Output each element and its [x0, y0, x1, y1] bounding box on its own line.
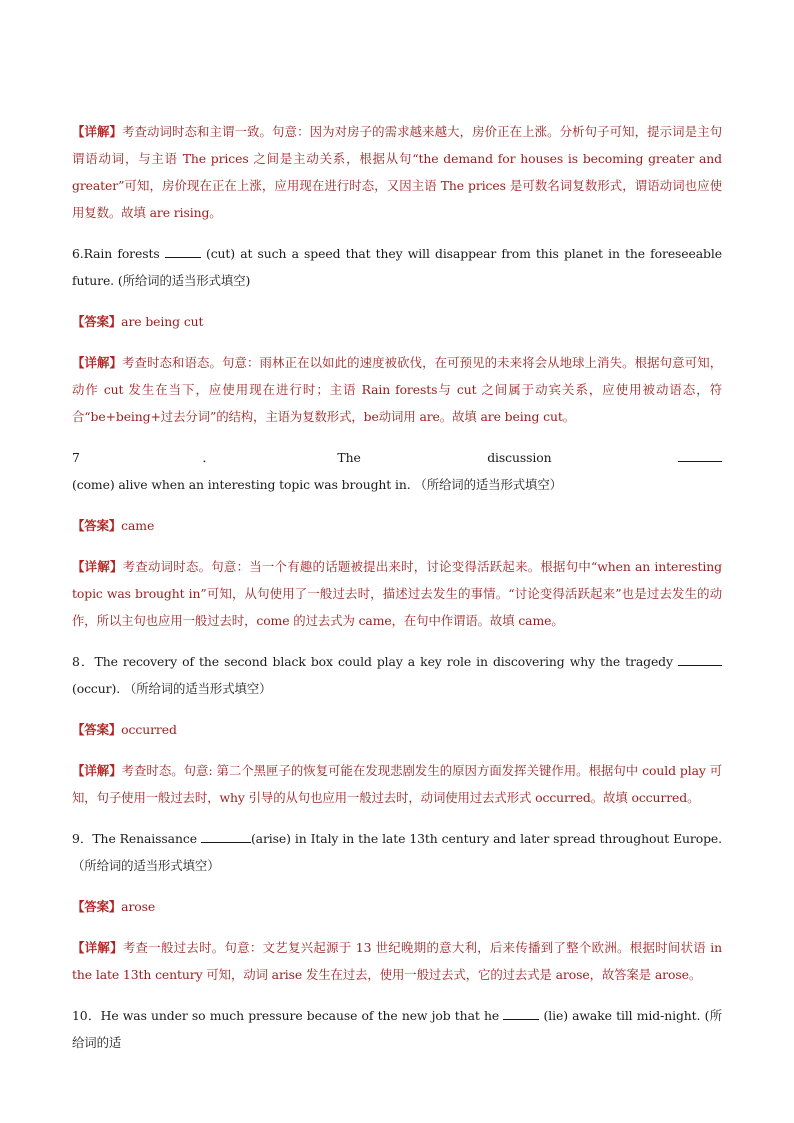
question-9 [72, 825, 722, 879]
question-8 [72, 648, 722, 702]
detail-tag: 【详解】 [72, 940, 123, 955]
answer-tag: 【答案】 [72, 722, 122, 737]
detail-tag: 【详解】 [72, 124, 123, 139]
detail-tag: 【详解】 [72, 559, 123, 574]
question-text-after: (come) alive when an interesting topic was brought in. （所给词的适当形式填空） [72, 477, 562, 492]
answer-text: arose [121, 899, 156, 914]
detail-text: 考查时态和语态。句意：雨林正在以如此的速度被砍伐，在可预见的未来将会从地球上消失。根据句意可知，动作 cut 发生在当下，应使用现在进行时；主语 Rain forests与 cut 之间属于动宾关系，应使用被动语态，符合“be+being+过去分词”的结构，主语为复数形式，be动词用 are。故填 are being cut。 [72, 355, 722, 424]
question-text-after: (arise) in Italy in the late 13th century and later spread throughout Europe. （所给词的适当形式填空） [72, 831, 723, 873]
detail-paragraph [72, 757, 722, 811]
detail-paragraph [72, 118, 722, 226]
answer-tag: 【答案】 [72, 314, 122, 329]
answer-blank [678, 652, 722, 666]
answer-tag: 【答案】 [72, 899, 122, 914]
detail-tag: 【详解】 [72, 355, 123, 370]
answer-paragraph [72, 512, 722, 539]
answer-paragraph [72, 716, 722, 743]
detail-text: 考查时态。句意: 第二个黑匣子的恢复可能在发现悲剧发生的原因方面发挥关键作用。根据句中 could play 可知，句子使用一般过去时，why 引导的从句也应用一般过去时，动词使用过去式形式 occurred。故填 occurred。 [72, 763, 722, 805]
detail-paragraph [72, 349, 722, 430]
document-page [72, 118, 722, 1070]
answer-paragraph [72, 893, 722, 920]
answer-text: occurred [121, 722, 177, 737]
question-text-after: (cut) at such a speed that they will disappear from this planet in the foreseeable future. (所给词的适当形式填空) [72, 246, 722, 288]
answer-paragraph [72, 308, 722, 335]
detail-text: 考查一般过去时。句意：文艺复兴起源于 13 世纪晚期的意大利，后来传播到了整个欧洲。根据时间状语 in the late 13th century 可知，动词 arise 发生在过去，使用一般过去式，它的过去式是 arose，故答案是 arose。 [72, 940, 722, 982]
question-6 [72, 240, 722, 294]
question-text-before: 6.Rain forests [72, 246, 165, 261]
question-text-after: (lie) awake till mid-night. (所给词的适 [72, 1008, 722, 1050]
answer-blank [503, 1006, 539, 1020]
detail-paragraph [72, 553, 722, 634]
answer-blank [201, 829, 251, 843]
detail-text: 考查动词时态。句意：当一个有趣的话题被提出来时，讨论变得活跃起来。根据句中“when an interesting topic was brought in”可知，从句使用了一般过去时，描述过去发生的事情。“讨论变得活跃起来”也是过去发生的动作，所以主句也应用一般过去时，come 的过去式为 came，在句中作谓语。故填 came。 [72, 559, 722, 628]
question-10 [72, 1002, 722, 1056]
answer-blank [165, 244, 201, 258]
answer-blank [678, 448, 722, 462]
detail-tag: 【详解】 [72, 763, 122, 778]
question-text-before: 8．The recovery of the second black box could play a key role in discovering why the tragedy [72, 654, 678, 669]
question-text-before: 10．He was under so much pressure because of the new job that he [72, 1008, 504, 1023]
answer-text: came [121, 518, 155, 533]
detail-text: 考查动词时态和主谓一致。句意：因为对房子的需求越来越大，房价正在上涨。分析句子可知，提示词是主句谓语动词，与主语 The prices 之间是主动关系，根据从句“the demand for houses is becoming greater and greater”可知，房价现在正在上涨，应用现在进行时态，又因主语 The prices 是可数名词复数形式，谓语动词也应使用复数。故填 are rising。 [72, 124, 722, 220]
detail-paragraph [72, 934, 722, 988]
question-text-before: 9．The Renaissance [72, 831, 201, 846]
question-text-before: 7．The discussion [72, 450, 678, 465]
question-7 [72, 444, 722, 498]
answer-tag: 【答案】 [72, 518, 122, 533]
question-text-after: (occur). （所给词的适当形式填空） [72, 681, 272, 696]
answer-text: are being cut [121, 314, 204, 329]
